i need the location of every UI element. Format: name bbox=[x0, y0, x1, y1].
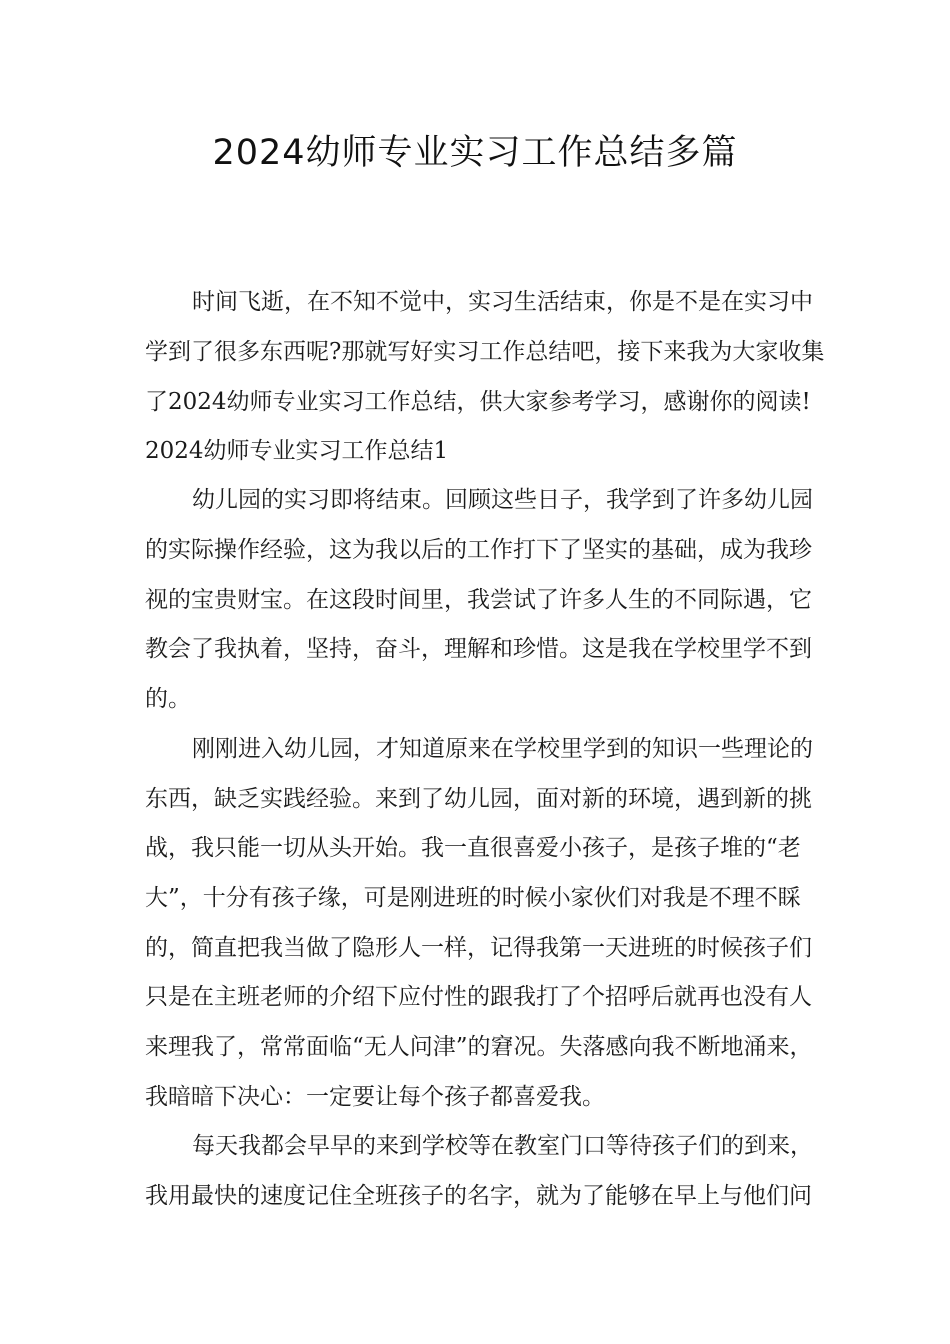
text-line: 幼儿园的实习即将结束。回顾这些日子，我学到了许多幼儿园 bbox=[192, 487, 813, 513]
text-line: 大”，十分有孩子缘，可是刚进班的时候小家伙们对我是不理不睬 bbox=[145, 885, 801, 911]
text-line: 我用最快的速度记住全班孩子的名字，就为了能够在早上与他们问 bbox=[145, 1183, 812, 1209]
text-line: 教会了我执着，坚持，奋斗，理解和珍惜。这是我在学校里学不到 bbox=[145, 636, 812, 662]
text-line: 战，我只能一切从头开始。我一直很喜爱小孩子，是孩子堆的“老 bbox=[145, 835, 801, 861]
document-title: 2024幼师专业实习工作总结多篇 bbox=[212, 133, 738, 173]
text-line: 只是在主班老师的介绍下应付性的跟我打了个招呼后就再也没有人 bbox=[145, 984, 812, 1010]
text-line: 来理我了，常常面临“无人问津”的窘况。失落感向我不断地涌来， bbox=[145, 1034, 813, 1060]
text-line: 学到了很多东西呢?那就写好实习工作总结吧，接下来我为大家收集 bbox=[145, 339, 825, 365]
text-line: 我暗暗下决心：一定要让每个孩子都喜爱我。 bbox=[145, 1084, 605, 1110]
text-line: 的实际操作经验，这为我以后的工作打下了坚实的基础，成为我珍 bbox=[145, 537, 812, 563]
text-line: 的，简直把我当做了隐形人一样，记得我第一天进班的时候孩子们 bbox=[145, 935, 812, 961]
text-line: 时间飞逝，在不知不觉中，实习生活结束，你是不是在实习中 bbox=[192, 289, 813, 315]
text-line: 的。 bbox=[145, 686, 191, 712]
text-line: 了2024幼师专业实习工作总结，供大家参考学习，感谢你的阅读! bbox=[145, 389, 811, 415]
text-line: 视的宝贵财宝。在这段时间里，我尝试了许多人生的不同际遇，它 bbox=[145, 587, 812, 613]
section-heading: 2024幼师专业实习工作总结1 bbox=[145, 438, 449, 464]
text-line: 每天我都会早早的来到学校等在教室门口等待孩子们的到来， bbox=[192, 1133, 813, 1159]
text-line: 刚刚进入幼儿园，才知道原来在学校里学到的知识一些理论的 bbox=[192, 736, 813, 762]
text-line: 东西，缺乏实践经验。来到了幼儿园，面对新的环境，遇到新的挑 bbox=[145, 786, 812, 812]
